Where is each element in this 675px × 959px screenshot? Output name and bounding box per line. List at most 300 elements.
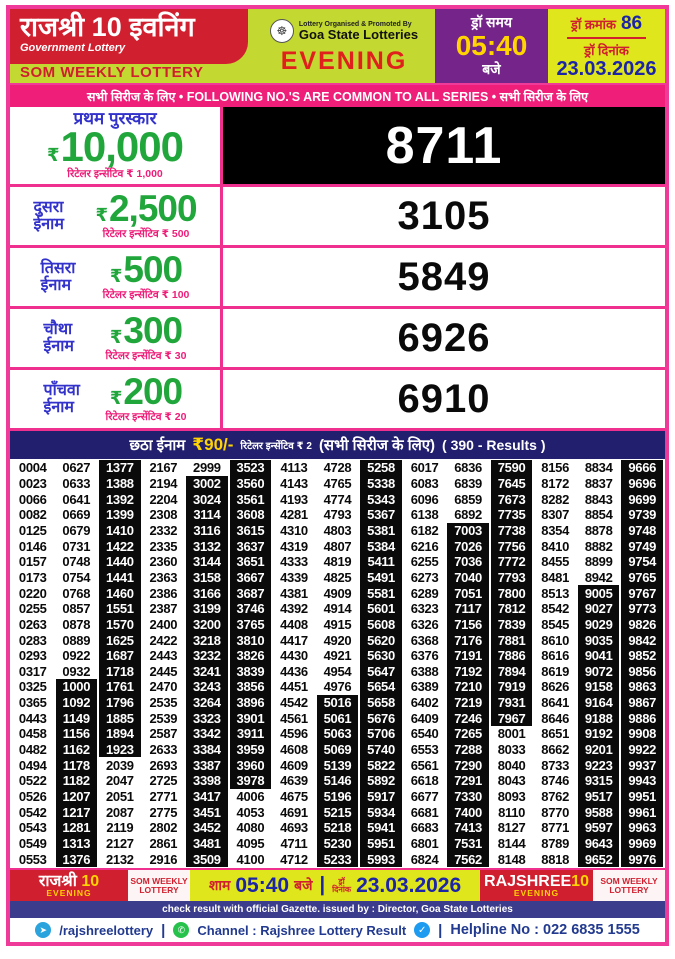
fifth-prize-info — [10, 370, 223, 428]
footer-date-label-2: दिनांक — [332, 884, 352, 894]
result-number: 8093 — [497, 789, 526, 805]
result-number: 0878 — [62, 616, 91, 632]
lottery-title: राजश्री 10 इवनिंग — [20, 12, 195, 42]
result-number: 5647 — [360, 663, 402, 679]
result-number: 2633 — [149, 742, 178, 758]
result-number: 0082 — [18, 507, 47, 523]
result-number: 7413 — [447, 820, 489, 836]
result-number: 3116 — [186, 523, 228, 539]
result-number: 3765 — [230, 617, 272, 633]
result-number: 1000 — [56, 679, 98, 695]
result-number: 3911 — [230, 726, 272, 742]
verified-badge-icon: ✓ — [414, 922, 430, 938]
result-number: 0922 — [62, 648, 91, 664]
result-number: 8127 — [497, 820, 526, 836]
result-number: 8619 — [541, 663, 570, 679]
result-number: 7967 — [491, 710, 533, 726]
result-number: 3398 — [186, 773, 228, 789]
result-number: 8899 — [584, 554, 613, 570]
footer-bar — [10, 868, 665, 901]
footer-right-brand: RAJSHREE — [484, 872, 572, 890]
result-number: 2535 — [149, 695, 178, 711]
result-number: 2363 — [149, 569, 178, 585]
result-number: 0146 — [18, 538, 47, 554]
result-number: 7886 — [491, 648, 533, 664]
result-number: 3901 — [230, 710, 272, 726]
result-number: 9517 — [578, 789, 620, 805]
result-number: 0494 — [18, 757, 47, 773]
result-number: 9961 — [621, 804, 663, 820]
result-number: 7026 — [447, 538, 489, 554]
result-number: 3132 — [186, 538, 228, 554]
result-number: 4381 — [280, 585, 308, 601]
result-number: 2132 — [105, 851, 134, 867]
result-number: 0669 — [62, 507, 91, 523]
result-number: 9696 — [621, 476, 663, 492]
result-number: 3452 — [186, 820, 228, 836]
result-number: 3839 — [230, 663, 272, 679]
result-number: 5581 — [360, 585, 402, 601]
result-number: 2693 — [149, 757, 178, 773]
result-number: 9886 — [621, 710, 663, 726]
rupee-symbol: ₹ — [109, 265, 123, 286]
prize-row-first — [10, 107, 665, 187]
result-number: 5491 — [360, 570, 402, 586]
result-number: 0220 — [18, 585, 47, 601]
result-number: 7040 — [447, 570, 489, 586]
result-number: 9666 — [621, 460, 663, 476]
header — [10, 9, 665, 85]
result-number: 8307 — [541, 507, 570, 523]
prize-rank-label: तिसरा — [40, 260, 76, 277]
telegram-handle[interactable]: /rajshreelottery — [59, 922, 154, 938]
result-number: 8282 — [541, 491, 570, 507]
result-number: 5218 — [317, 820, 359, 836]
result-number: 7265 — [447, 726, 489, 742]
result-number: 5063 — [317, 726, 359, 742]
result-number: 5654 — [360, 679, 402, 695]
result-number: 6402 — [410, 695, 439, 711]
first-prize-title: प्रथम पुरस्कार — [73, 109, 157, 128]
result-number: 4976 — [323, 679, 352, 695]
fifth-prize-amount: 200 — [123, 370, 183, 412]
footer-right-brand-box — [480, 870, 593, 901]
result-number: 8818 — [541, 851, 570, 867]
result-number: 7590 — [491, 460, 533, 476]
result-number: 9739 — [621, 507, 663, 523]
sixth-prize-amount: ₹90/- — [192, 435, 234, 454]
result-number: 1182 — [56, 773, 98, 789]
second-prize-amount: 2,500 — [108, 187, 197, 229]
result-number: 1796 — [99, 695, 141, 711]
result-number: 1410 — [99, 523, 141, 539]
result-number: 1388 — [99, 476, 141, 492]
footer-right-brand-num: 10 — [571, 872, 589, 890]
result-number: 5384 — [360, 538, 402, 554]
result-number: 1440 — [99, 554, 141, 570]
result-number: 1422 — [99, 538, 141, 554]
result-number: 6561 — [410, 757, 439, 773]
organiser-line1: Lottery Organised & Promoted By — [298, 20, 412, 28]
goa-state-emblem-icon: ☸ — [270, 19, 294, 43]
result-number: 7003 — [447, 523, 489, 539]
result-number: 6368 — [410, 632, 439, 648]
result-number: 3024 — [186, 491, 228, 507]
result-number: 2470 — [149, 679, 178, 695]
result-number: 1149 — [56, 710, 98, 726]
result-number: 3144 — [186, 554, 228, 570]
result-number: 4319 — [280, 538, 308, 554]
result-number: 2051 — [105, 789, 134, 805]
result-number: 8001 — [497, 726, 526, 742]
result-number: 4691 — [280, 804, 308, 820]
result-number: 1092 — [56, 695, 98, 711]
result-number: 0255 — [18, 601, 47, 617]
result-number: 0633 — [62, 475, 91, 491]
helpline-number: Helpline No : 022 6835 1555 — [450, 922, 640, 938]
result-number: 2422 — [149, 632, 178, 648]
result-number: 4430 — [280, 648, 308, 664]
fourth-prize-info — [10, 309, 223, 367]
result-number: 4310 — [280, 522, 308, 538]
result-number: 2332 — [149, 522, 178, 538]
result-number: 7894 — [491, 663, 533, 679]
draw-no-label: ड्रॉ क्रमांक — [570, 16, 616, 32]
result-number: 5934 — [360, 804, 402, 820]
result-number: 5630 — [360, 648, 402, 664]
prize-row-third — [10, 248, 665, 309]
result-number: 8733 — [541, 757, 570, 773]
result-number: 5069 — [317, 742, 359, 758]
result-number: 3199 — [186, 601, 228, 617]
footer-weekly-left: SOM WEEKLY LOTTERY — [128, 870, 190, 901]
result-number: 8033 — [497, 742, 526, 758]
result-number: 6892 — [454, 507, 482, 523]
result-number: 4728 — [323, 460, 352, 476]
result-number: 0627 — [62, 460, 91, 476]
result-number: 3959 — [230, 742, 272, 758]
lottery-result-sheet — [6, 5, 669, 946]
result-number: 6182 — [410, 522, 439, 538]
result-number: 0325 — [18, 679, 47, 695]
result-number: 4765 — [323, 475, 352, 491]
result-number: 0748 — [62, 554, 91, 570]
result-number: 2775 — [149, 804, 178, 820]
result-number: 4408 — [280, 616, 308, 632]
result-number: 2167 — [149, 460, 178, 476]
result-number: 5016 — [317, 695, 359, 711]
result-number: 7191 — [447, 648, 489, 664]
result-number: 4392 — [280, 601, 308, 617]
result-number: 6096 — [410, 491, 439, 507]
result-number: 9937 — [621, 757, 663, 773]
result-number: 9699 — [621, 491, 663, 507]
result-number: 9164 — [578, 695, 620, 711]
result-number: 5917 — [360, 789, 402, 805]
result-number: 3978 — [230, 773, 272, 789]
result-number: 5061 — [317, 710, 359, 726]
result-number: 4451 — [280, 679, 308, 695]
result-number: 4100 — [236, 851, 265, 867]
result-number: 5706 — [360, 726, 402, 742]
contact-separator: | — [438, 921, 443, 939]
result-number: 2916 — [149, 851, 178, 867]
second-prize-incentive: रिटेलर इन्सेंटिव ₹ 500 — [102, 227, 190, 240]
result-number: 7735 — [491, 507, 533, 523]
result-number: 4712 — [280, 851, 308, 867]
fifth-prize-number: 6910 — [397, 376, 491, 421]
result-number: 2047 — [105, 773, 134, 789]
result-number: 4417 — [280, 632, 308, 648]
result-number: 9908 — [621, 726, 663, 742]
result-number: 7036 — [447, 554, 489, 570]
result-number: 9597 — [578, 820, 620, 836]
result-number: 8834 — [584, 460, 613, 476]
third-prize-number: 5849 — [397, 254, 491, 299]
result-number: 6859 — [454, 491, 482, 507]
fourth-prize-number: 6926 — [397, 315, 491, 360]
fifth-prize-incentive: रिटेलर इन्सेंटिव ₹ 20 — [105, 410, 187, 423]
result-number: 4803 — [323, 522, 352, 538]
result-number: 9951 — [621, 789, 663, 805]
weekly-lottery-label: SOM WEEKLY LOTTERY — [20, 64, 204, 81]
draw-time-box — [435, 9, 548, 83]
result-number: 5892 — [360, 773, 402, 789]
prize-row-second — [10, 187, 665, 248]
result-number: 9643 — [578, 836, 620, 852]
result-number: 4675 — [280, 789, 308, 805]
third-prize-number-box — [223, 248, 665, 306]
channel-label[interactable]: Channel : Rajshree Lottery Result — [197, 922, 407, 938]
sixth-prize-incentive: रिटेलर इन्सेंटिव ₹ 2 — [240, 441, 312, 452]
draw-time-suffix: बजे — [482, 61, 501, 77]
result-number: 1894 — [99, 726, 141, 742]
result-number: 8354 — [541, 522, 570, 538]
result-number: 9005 — [578, 585, 620, 601]
result-number: 2999 — [193, 460, 221, 476]
result-number: 8610 — [541, 632, 570, 648]
result-number: 5601 — [360, 601, 402, 617]
result-number: 5233 — [317, 851, 359, 867]
result-number: 9027 — [578, 601, 620, 617]
result-number: 5411 — [360, 554, 402, 570]
result-number: 3560 — [230, 476, 272, 492]
result-number: 8455 — [541, 554, 570, 570]
result-number: 9588 — [578, 804, 620, 820]
result-number: 5146 — [317, 773, 359, 789]
result-number: 7756 — [491, 538, 533, 554]
result-number: 3746 — [230, 601, 272, 617]
result-number: 0543 — [18, 820, 47, 836]
result-number: 2204 — [149, 491, 178, 507]
result-number: 6388 — [410, 663, 439, 679]
result-number: 3810 — [230, 632, 272, 648]
fourth-prize-amount: 300 — [123, 309, 183, 351]
result-number: 7673 — [491, 491, 533, 507]
result-number: 9867 — [621, 695, 663, 711]
result-number: 1377 — [99, 460, 141, 476]
result-number: 0889 — [62, 632, 91, 648]
result-number: 8110 — [498, 804, 526, 820]
result-number: 1313 — [56, 836, 98, 852]
result-number: 6255 — [410, 554, 439, 570]
footer-right-session: EVENING — [513, 887, 560, 898]
result-number: 7288 — [447, 742, 489, 758]
result-number: 2360 — [149, 554, 178, 570]
result-number: 3856 — [230, 679, 272, 695]
result-number: 1162 — [56, 742, 98, 758]
result-number: 8481 — [541, 569, 570, 585]
result-number: 3417 — [186, 789, 228, 805]
result-number: 3323 — [186, 710, 228, 726]
result-number: 8878 — [584, 522, 613, 538]
result-number: 3002 — [186, 476, 228, 492]
result-number: 8410 — [541, 538, 570, 554]
result-number: 5343 — [360, 491, 402, 507]
result-number: 5822 — [360, 757, 402, 773]
draw-time-value: 05:40 — [455, 30, 528, 61]
result-number: 6083 — [410, 475, 439, 491]
result-number: 1441 — [99, 570, 141, 586]
result-number: 0857 — [62, 601, 91, 617]
result-number: 3241 — [186, 663, 228, 679]
sixth-prize-series-note: (सभी सिरीज के लिए) — [318, 437, 436, 454]
result-number: 6618 — [410, 773, 439, 789]
footer-time-label: शाम — [208, 877, 231, 893]
result-number: 0549 — [18, 836, 47, 852]
result-number: 6801 — [410, 836, 439, 852]
brand-red-box — [10, 9, 248, 64]
result-number: 7812 — [491, 601, 533, 617]
result-number: 3387 — [186, 757, 228, 773]
result-number: 4825 — [323, 569, 352, 585]
result-number: 6289 — [410, 585, 439, 601]
result-number: 6389 — [410, 679, 439, 695]
result-number: 0754 — [62, 569, 91, 585]
first-prize-info — [10, 107, 223, 184]
footer-time-suffix: बजे — [294, 877, 313, 893]
result-number: 8513 — [541, 585, 570, 601]
result-number: 3615 — [230, 523, 272, 539]
result-number: 8172 — [541, 475, 570, 491]
prize-row-fifth — [10, 370, 665, 431]
result-number: 2445 — [149, 663, 178, 679]
result-number: 9842 — [621, 632, 663, 648]
result-number: 1460 — [99, 585, 141, 601]
result-number: 4542 — [280, 695, 308, 711]
result-number: 3960 — [230, 757, 272, 773]
first-prize-incentive: रिटेलर इन्सेंटिव ₹ 1,000 — [67, 168, 163, 180]
result-number: 8837 — [584, 475, 613, 491]
result-number: 6540 — [410, 726, 439, 742]
result-number: 0932 — [62, 663, 91, 679]
result-number: 5367 — [360, 507, 402, 523]
result-number: 9192 — [578, 726, 620, 742]
result-number: 7531 — [447, 836, 489, 852]
result-number: 0768 — [62, 585, 91, 601]
result-number: 5196 — [317, 789, 359, 805]
result-number: 8770 — [541, 804, 570, 820]
result-number: 0125 — [18, 522, 47, 538]
result-number: 7793 — [491, 570, 533, 586]
result-number: 9943 — [621, 773, 663, 789]
result-number: 9035 — [578, 632, 620, 648]
footer-time-date-box — [190, 870, 480, 901]
first-prize-number-box — [223, 107, 665, 184]
result-number: 4143 — [280, 475, 308, 491]
result-number: 9852 — [621, 648, 663, 664]
result-number: 6681 — [410, 804, 439, 820]
result-number: 7290 — [447, 757, 489, 773]
result-number: 2587 — [149, 726, 178, 742]
result-number: 0553 — [18, 851, 47, 867]
result-number: 1570 — [99, 617, 141, 633]
result-number: 8942 — [584, 569, 613, 585]
result-number: 4608 — [280, 742, 308, 758]
result-number: 4053 — [236, 804, 265, 820]
result-number: 6409 — [410, 710, 439, 726]
result-number: 5258 — [360, 460, 402, 476]
result-number: 7800 — [491, 585, 533, 601]
result-number: 5951 — [360, 836, 402, 852]
result-number: 6836 — [454, 460, 482, 476]
result-number: 0458 — [18, 726, 47, 742]
draw-date-value: 23.03.2026 — [556, 57, 657, 80]
result-number: 4954 — [323, 663, 352, 679]
result-number: 8144 — [497, 836, 526, 852]
result-number: 2539 — [149, 710, 178, 726]
result-number: 4113 — [280, 460, 308, 476]
result-number: 1761 — [99, 679, 141, 695]
result-number: 0173 — [18, 569, 47, 585]
rupee-symbol: ₹ — [109, 387, 123, 408]
prize-rank-label2: ईनाम — [40, 277, 72, 294]
prize-rank-label: चौथा — [43, 321, 73, 338]
result-number: 0482 — [18, 742, 47, 758]
result-number: 2386 — [149, 585, 178, 601]
result-number: 4436 — [280, 663, 308, 679]
result-number: 9863 — [621, 679, 663, 695]
result-number: 3896 — [230, 695, 272, 711]
result-number: 8843 — [584, 491, 613, 507]
result-number: 6824 — [410, 851, 439, 867]
common-series-strip: सभी सिरीज के लिए • FOLLOWING NO.'S ARE COMMON TO ALL SERIES • सभी सिरीज के लिए — [10, 85, 665, 107]
result-number: 1885 — [99, 710, 141, 726]
footer-time: 05:40 — [235, 873, 290, 897]
result-number: 5139 — [317, 757, 359, 773]
result-number: 8043 — [497, 773, 526, 789]
result-number: 9188 — [578, 710, 620, 726]
result-number: 5230 — [317, 836, 359, 852]
result-number: 4639 — [280, 773, 308, 789]
result-number: 4095 — [236, 836, 265, 852]
result-number: 3384 — [186, 742, 228, 758]
result-number: 4006 — [236, 789, 265, 805]
result-number: 4609 — [280, 757, 308, 773]
footer-left-brand-num: 10 — [81, 872, 100, 890]
result-number: 7210 — [447, 679, 489, 695]
result-number: 9976 — [621, 851, 663, 867]
result-number: 9748 — [621, 523, 663, 539]
result-number: 9765 — [621, 570, 663, 586]
result-number: 7291 — [447, 773, 489, 789]
footer-left-brand: राजश्री — [38, 872, 77, 890]
result-number: 8148 — [497, 851, 526, 867]
rupee-symbol: ₹ — [47, 145, 60, 165]
organiser-line2: Goa State Lotteries — [298, 26, 419, 42]
result-number: 2725 — [149, 773, 178, 789]
result-number: 1178 — [56, 757, 98, 773]
